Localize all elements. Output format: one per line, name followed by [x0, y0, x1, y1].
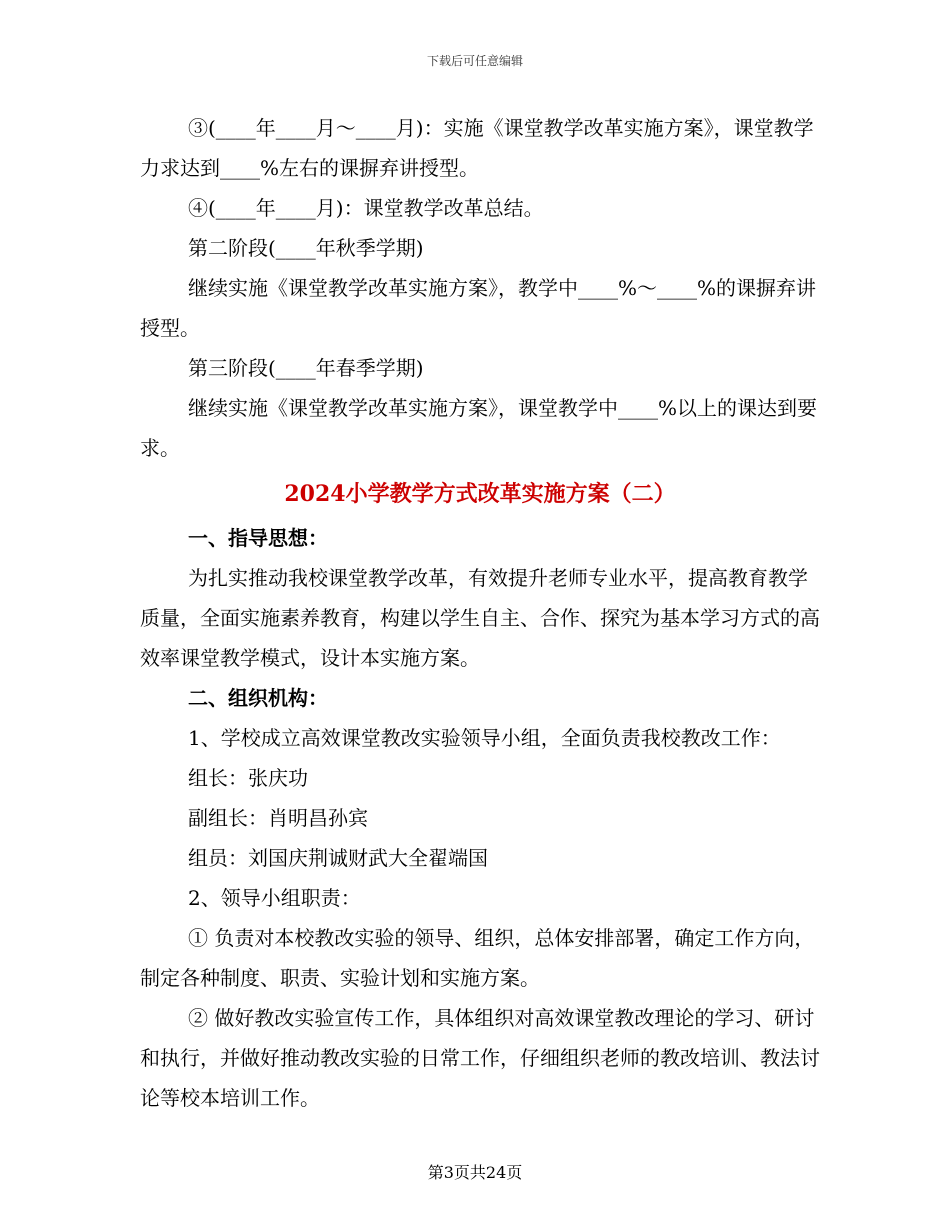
guide-text: 为扎实推动我校课堂教学改革，有效提升老师专业水平，提高教育教学质量，全面实施素养教育，构建以学生自主、合作、探究为基本学习方式的高效率课堂教学模式，设计本实施方案。 — [140, 566, 820, 670]
org-item-duty-2: ② 做好教改实验宣传工作，具体组织对高效课堂教改理论的学习、研讨和执行，并做好推动教改实验的日常工作，仔细组织老师的教改培训、教法讨论等校本培训工作。 — [140, 1006, 820, 1110]
paragraph-stage-2-text: 继续实施《课堂教学改革实施方案》，教学中____%～____%的课摒弃讲授型。 — [140, 276, 817, 340]
page-header: 下载后可任意编辑 — [426, 54, 523, 68]
paragraph-stage-2-heading: 第二阶段(____年秋季学期) — [188, 236, 424, 260]
page-number: 第3页共24页 — [427, 1163, 523, 1182]
org-item-duty-1: ① 负责对本校教改实验的领导、组织，总体安排部署，确定工作方向，制定各种制度、职责、实验计划和实施方案。 — [140, 926, 815, 990]
org-item-setup: 1、学校成立高效课堂教改实验领导小组，全面负责我校教改工作： — [188, 726, 781, 750]
org-heading: 二、组织机构： — [188, 686, 328, 710]
org-item-duties-heading: 2、领导小组职责： — [188, 886, 361, 910]
org-item-leader: 组长：张庆功 — [188, 766, 308, 790]
document-body — [140, 108, 820, 1118]
guide-heading: 一、指导思想： — [188, 526, 328, 550]
paragraph-stage-3-text: 继续实施《课堂教学改革实施方案》，课堂教学中____%以上的课达到要求。 — [140, 396, 818, 460]
org-item-members: 组员：刘国庆荆诚财武大全翟端国 — [188, 846, 488, 870]
paragraph-step-3: ③(____年____月～____月)：实施《课堂教学改革实施方案》，课堂教学力求达到____%左右的课摒弃讲授型。 — [140, 116, 814, 180]
paragraph-stage-3-heading: 第三阶段(____年春季学期) — [188, 356, 424, 380]
paragraph-step-4: ④(____年____月)：课堂教学改革总结。 — [188, 196, 544, 220]
org-item-deputy-leader: 副组长：肖明昌孙宾 — [188, 806, 368, 830]
section-title: 2024小学教学方式改革实施方案（二） — [284, 481, 676, 507]
